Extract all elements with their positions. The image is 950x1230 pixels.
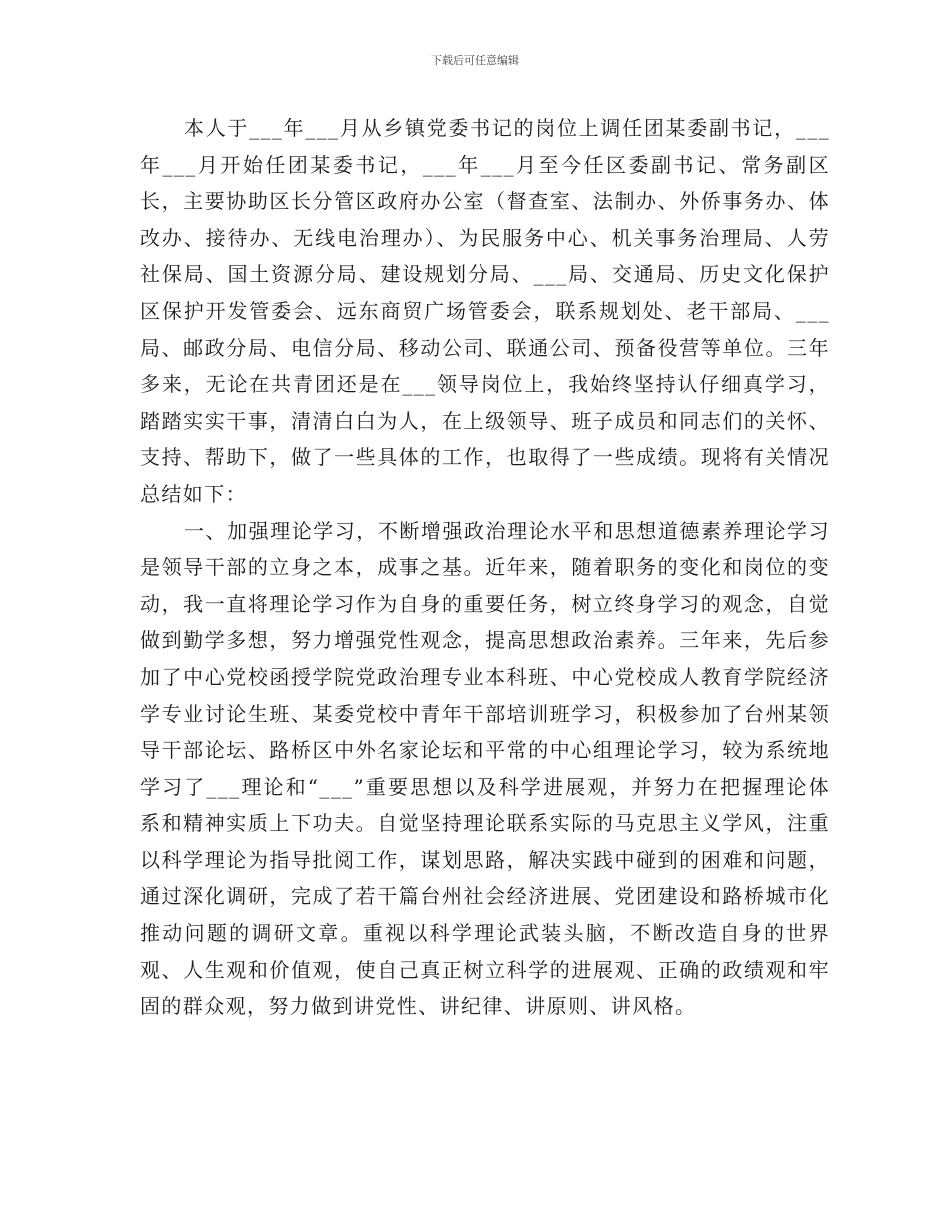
paragraph-intro: 本人于___年___月从乡镇党委书记的岗位上调任团某委副书记，___年___月开始任团某委书记，___年___月至今任区委副书记、常务副区长，主要协助区长分管区政府办公室（督查室、法制办、外侨事务办、体改办、接待办、无线电治理办）、为民服务中心、机关事务治理局、人劳社保局、国土资源分局、建设规划分局、___局、交通局、历史文化保护区保护开发管委会、远东商贸广场管委会，联系规划处、老干部局、___局、邮政分局、电信分局、移动公司、联通公司、预备役营等单位。三年多来，无论在共青团还是在___领导岗位上，我始终坚持认仔细真学习，踏踏实实干事，清清白白为人，在上级领导、班子成员和同志们的关怀、支持、帮助下，做了一些具体的工作，也取得了一些成绩。现将有关情况总结如下： xyxy=(140,116,830,506)
paragraph-section-1: 一、加强理论学习，不断增强政治理论水平和思想道德素养理论学习是领导干部的立身之本，成事之基。近年来，随着职务的变化和岗位的变动，我一直将理论学习作为自身的重要任务，树立终身学习的观念，自觉做到勤学多想，努力增强党性观念，提高思想政治素养。三年来，先后参加了中心党校函授学院党政治理专业本科班、中心党校成人教育学院经济学专业讨论生班、某委党校中青年干部培训班学习，积极参加了台州某领导干部论坛、路桥区中外名家论坛和平常的中心组理论学习，较为系统地学习了___理论和“___”重要思想以及科学进展观，并努力在把握理论体系和精神实质上下功夫。自觉坚持理论联系实际的马克思主义学风，注重以科学理论为指导批阅工作，谋划思路，解决实践中碰到的困难和问题，通过深化调研，完成了若干篇台州社会经济进展、党团建设和路桥城市化推动问题的调研文章。重视以科学理论武装头脑，不断改造自身的世界观、人生观和价值观，使自己真正树立科学的进展观、正确的政绩观和牢固的群众观，努力做到讲党性、讲纪律、讲原则、讲风格。 xyxy=(140,518,830,1019)
page-header: 下载后可任意编辑 xyxy=(431,54,519,67)
document-body xyxy=(140,110,830,1025)
